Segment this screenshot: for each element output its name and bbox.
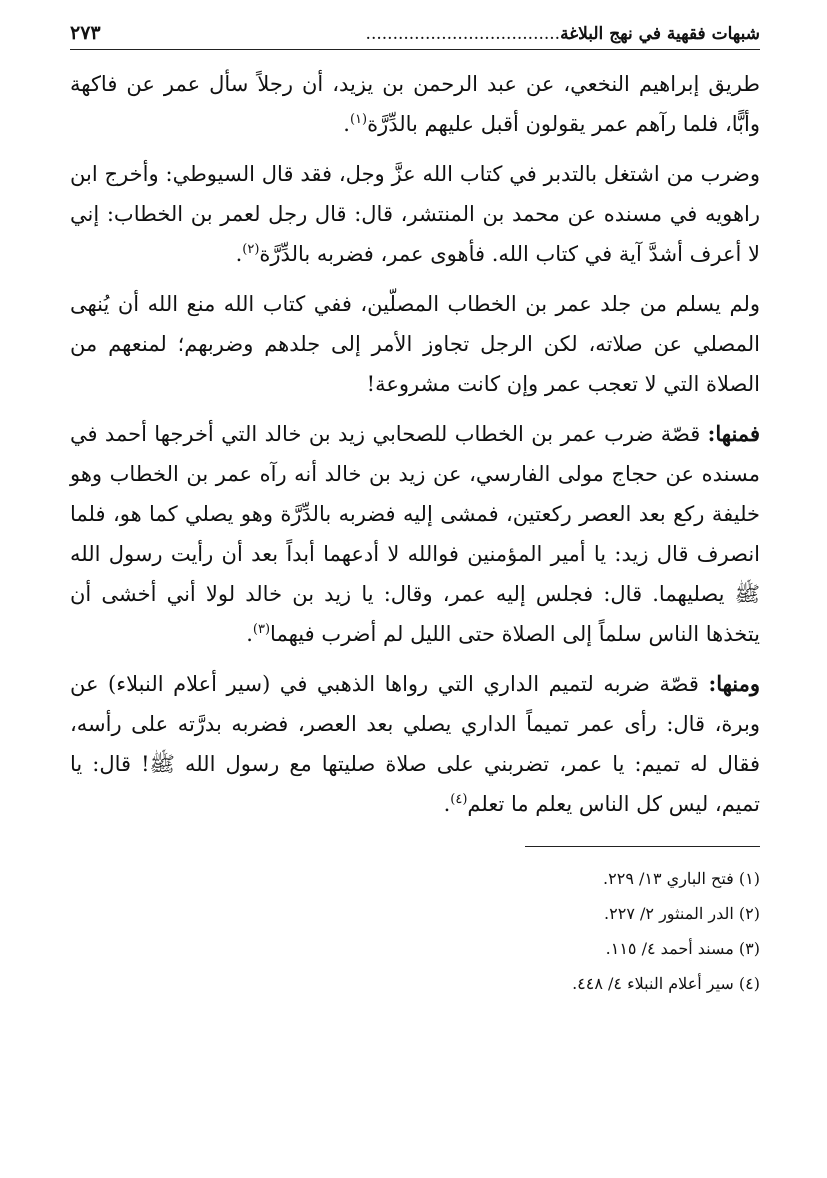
footnote-4: (٤) سير أعلام النبلاء ٤/ ٤٤٨. [572, 974, 760, 993]
paragraph-text: وضرب من اشتغل بالتدبر في كتاب الله عزَّ وجل، فقد قال السيوطي: وأخرج ابن راهويه في مسنده عن محمد بن المنتشر، قال: قال رجل لعمر بن الخطاب: إني لا أعرف أشدَّ آية في كتاب الله. فأهوى عمر، فضربه بالدِّرَّة [70, 162, 760, 266]
leader-dots: .................................... [365, 24, 561, 44]
paragraph-text: ولم يسلم من جلد عمر بن الخطاب المصلّين، ففي كتاب الله منع الله أن يُنهى المصلي عن صلاته، لكن الرجل تجاوز الأمر إلى جلدهم وضربهم؛ لمنعهم من الصلاة التي لا تعجب عمر وإن كانت مشروعة! [70, 292, 760, 396]
running-header [109, 24, 760, 44]
paragraph-tail: . [343, 112, 350, 136]
paragraph-text: قصّة ضربه لتميم الداري التي رواها الذهبي في (سير أعلام النبلاء) عن وبرة، قال: رأى عمر تميماً الداري يصلي بعد العصر، فضربه بدرَّته على رأسه، فقال له تميم: يا عمر، تضربني على صلاة صليتها مع رسول الله ﷺ! قال: يا تميم، ليس كل الناس يعلم ما تعلم [70, 672, 760, 816]
paragraph-4 [70, 414, 760, 654]
running-title: شبهات فقهية في نهج البلاغة [560, 24, 760, 44]
footnote-1: (١) فتح الباري ١٣/ ٢٢٩. [603, 869, 760, 888]
page-header [70, 22, 760, 50]
footnote-ref: (١) [349, 112, 368, 127]
paragraph-tail: . [246, 622, 253, 646]
footnotes [70, 861, 760, 1001]
footnote-2: (٢) الدر المنثور ٢/ ٢٢٧. [604, 904, 760, 923]
paragraph-lead: فمنها: [707, 421, 760, 446]
paragraph-2 [70, 154, 760, 274]
page-number: ٢٧٣ [70, 22, 101, 44]
paragraph-tail: . [443, 792, 451, 816]
paragraph-text: قصّة ضرب عمر بن الخطاب للصحابي زيد بن خالد التي أخرجها أحمد في مسنده عن حجاج مولى الفارسي، عن زيد بن خالد أنه رآه عمر بن الخطاب وهو خليفة ركع بعد العصر ركعتين، فمشى إليه فضربه بالدِّرَّة وهو يصلي كما هو، فلما انصرف قال زيد: يا أمير المؤمنين فوالله لا أدعهما أبداً بعد أن رأيت رسول الله ﷺ يصليهما. قال: فجلس إليه عمر، وقال: يا زيد بن خالد لولا أني أخشى أن يتخذها الناس سلماً إلى الصلاة حتى الليل لم أضرب فيهما [70, 422, 760, 646]
footnote-divider [525, 846, 760, 847]
footnote-ref: (٢) [242, 242, 260, 257]
footnote-3: (٣) مسند أحمد ٤/ ١١٥. [605, 939, 760, 958]
paragraph-3 [70, 284, 760, 404]
book-page [70, 22, 760, 1001]
paragraph-1 [70, 64, 760, 144]
footnote-ref: (٤) [450, 792, 468, 807]
footnote-ref: (٣) [252, 622, 271, 637]
paragraph-5 [70, 664, 760, 824]
paragraph-text: طريق إبراهيم النخعي، عن عبد الرحمن بن يزيد، أن رجلاً سأل عمر عن فاكهة وأبًّا، فلما رآهم عمر يقولون أقبل عليهم بالدِّرَّة [70, 72, 760, 136]
paragraph-lead: ومنها: [708, 671, 760, 696]
paragraph-tail: . [235, 242, 243, 266]
